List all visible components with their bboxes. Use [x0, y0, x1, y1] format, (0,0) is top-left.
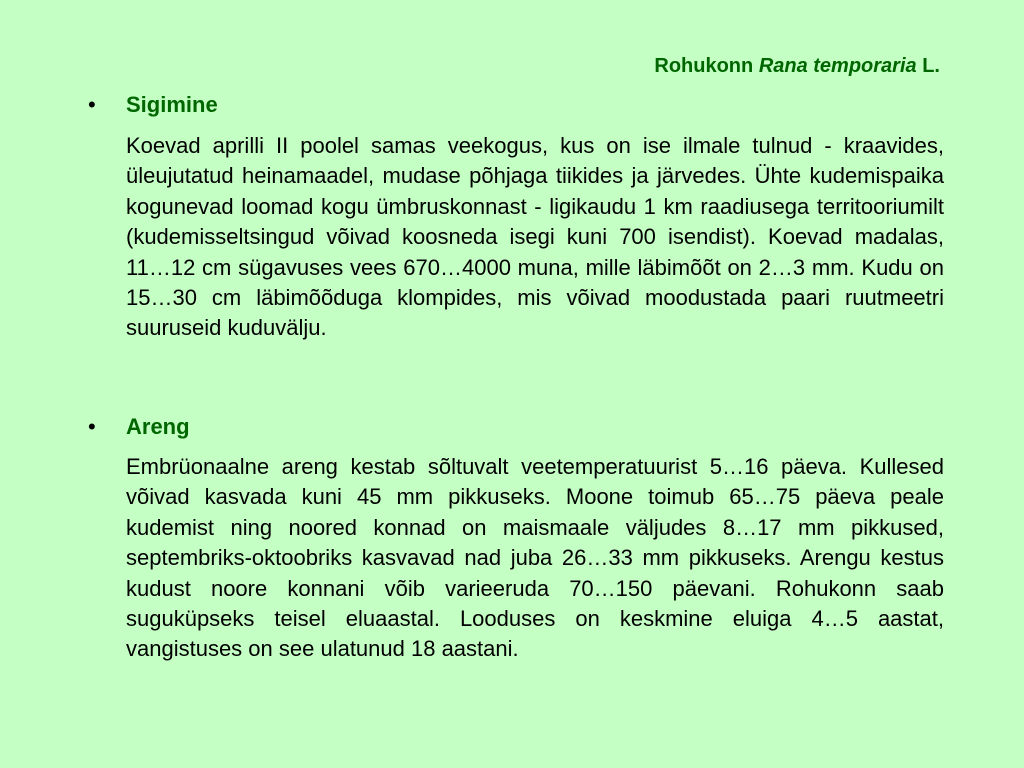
- title-prefix: Rohukonn: [654, 55, 754, 77]
- slide-title: [0, 52, 940, 80]
- section-text-areng: Embrüonaalne areng kestab sõltuvalt veetemperatuurist 5…16 päeva. Kullesed võivad kasvada kuni 45 mm pikkuseks. Moone toimub 65…75 päeva peale kudemist ning noored konnad on maismaale väljudes 8…17 mm pikkused, septembriks-oktoobriks kasvavad nad juba 26…33 mm pikkuseks. Arengu kestus kudust noore konnani võib varieeruda 70…150 päevani. Rohukonn saab suguküpseks teisel eluaastal. Looduses on keskmine eluiga 4…5 aastat, vangistuses on see ulatunud 18 aastani.: [126, 454, 944, 662]
- bullet-marker: •: [88, 414, 96, 439]
- title-species: Rana temporaria: [758, 55, 917, 77]
- section-heading-sigimine: Sigimine: [126, 92, 218, 117]
- section-text-sigimine: Koevad aprilli II poolel samas veekogus, kus on ise ilmale tulnud - kraavides, üleujutatud heinamaadel, mudase põhjaga tiikides ja järvedes. Ühte kudemispaika kogunevad loomad kogu ümbruskonnast - ligikaudu 1 km raadiusega territooriumilt (kudemisseltsingud võivad koosneda isegi kuni 700 isendist). Koevad madalas, 11…12 cm sügavuses vees 670…4000 muna, mille läbimõõt on 2…3 mm. Kudu on 15…30 cm läbimõõduga klompides, mis võivad moodustada paari ruutmeetri suuruseid kuduvälju.: [126, 133, 944, 341]
- title-suffix: L.: [922, 55, 940, 77]
- section-heading-areng: Areng: [126, 414, 190, 439]
- bullet-marker: •: [88, 92, 96, 117]
